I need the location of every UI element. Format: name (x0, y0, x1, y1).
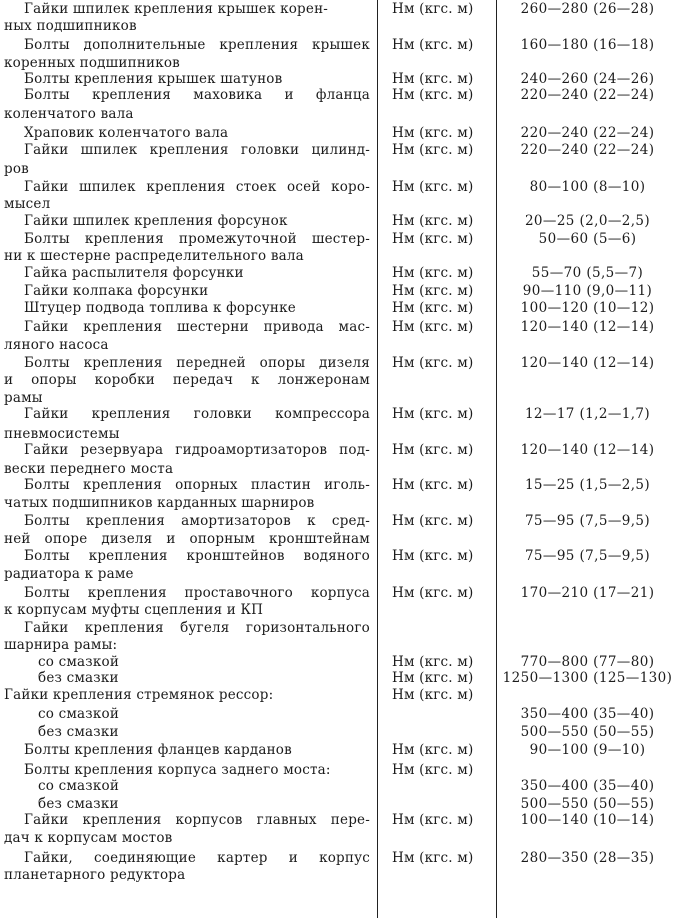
row-text: Гайки крепления корпусов главных пере- (24, 812, 370, 828)
row-value: 260—280 (26—28) (520, 1, 655, 17)
row-value: 220—240 (22—24) (520, 142, 655, 158)
row-value: 100—120 (10—12) (520, 300, 655, 316)
row-text: Болты крепления маховика и фланца (24, 87, 370, 103)
row-text: ляного насоса (4, 337, 109, 353)
row-value: 500—550 (50—55) (520, 724, 655, 740)
row-text: Гайки резервуара гидроамортизаторов под- (24, 442, 370, 458)
row-value: 100—140 (10—14) (520, 812, 655, 828)
row-text: ных подшипников (4, 18, 137, 34)
row-text: Храповик коленчатого вала (24, 125, 229, 141)
row-text: Болты крепления проставочного корпуса (24, 585, 370, 601)
row-unit: Нм (кгс. м) (392, 231, 474, 247)
row-text: без смазки (38, 670, 119, 686)
row-unit: Нм (кгс. м) (392, 762, 474, 778)
row-text: Болты крепления фланцев карданов (24, 742, 292, 758)
row-value: 500—550 (50—55) (520, 796, 655, 812)
row-value: 75—95 (7,5—9,5) (524, 548, 651, 564)
row-text: Гайки колпака форсунки (24, 283, 209, 299)
row-text: Болты крепления корпуса заднего моста: (24, 762, 331, 778)
row-value: 1250—1300 (125—130) (502, 670, 673, 686)
row-unit: Нм (кгс. м) (392, 1, 474, 17)
row-text: со смазкой (38, 654, 120, 670)
row-value: 120—140 (12—14) (520, 319, 655, 335)
row-text: Болты дополнительные крепления крышек (24, 37, 370, 53)
row-text: Штуцер подвода топлива к форсунке (24, 300, 296, 316)
row-unit: Нм (кгс. м) (392, 442, 474, 458)
row-text: к корпусам муфты сцепления и КП (4, 602, 264, 618)
row-text: без смазки (38, 796, 119, 812)
row-unit: Нм (кгс. м) (392, 142, 474, 158)
column-divider-left (377, 0, 378, 918)
row-text: коленчатого вала (4, 106, 134, 122)
row-unit: Нм (кгс. м) (392, 585, 474, 601)
row-text: пневмосистемы (4, 426, 120, 442)
row-text: со смазкой (38, 778, 120, 794)
row-unit: Нм (кгс. м) (392, 548, 474, 564)
row-unit: Нм (кгс. м) (392, 670, 474, 686)
row-text: Гайки шпилек крепления крышек корен- (24, 1, 329, 17)
row-unit: Нм (кгс. м) (392, 87, 474, 103)
row-text: рамы (4, 390, 43, 406)
row-text: Болты крепления опорных пластин иголь- (24, 477, 370, 493)
row-text: шарнира рамы: (4, 637, 118, 653)
row-text: радиатора к раме (4, 566, 134, 582)
row-text: планетарного редуктора (4, 867, 186, 883)
row-text: Гайки крепления бугеля горизонтального (24, 620, 370, 636)
row-text: мысел (4, 196, 51, 212)
row-value: 350—400 (35—40) (520, 778, 655, 794)
row-unit: Нм (кгс. м) (392, 37, 474, 53)
row-text: со смазкой (38, 706, 120, 722)
row-value: 15—25 (1,5—2,5) (524, 477, 651, 493)
column-divider-right (496, 0, 497, 918)
row-value: 120—140 (12—14) (520, 355, 655, 371)
row-unit: Нм (кгс. м) (392, 742, 474, 758)
row-text: Болты крепления промежуточной шестер- (24, 231, 370, 247)
row-text: без смазки (38, 724, 119, 740)
row-value: 240—260 (24—26) (520, 71, 655, 87)
row-text: Гайки шпилек крепления стоек осей коро- (24, 179, 370, 195)
row-value: 160—180 (16—18) (520, 37, 655, 53)
row-value: 90—100 (9—10) (529, 742, 646, 758)
row-value: 75—95 (7,5—9,5) (524, 513, 651, 529)
row-unit: Нм (кгс. м) (392, 319, 474, 335)
row-value: 280—350 (28—35) (520, 850, 655, 866)
row-value: 90—110 (9,0—11) (522, 283, 653, 299)
row-text: Гайки, соединяющие картер и корпус (24, 850, 370, 866)
row-text: дач к корпусам мостов (4, 830, 173, 846)
row-value: 770—800 (77—80) (520, 654, 655, 670)
row-unit: Нм (кгс. м) (392, 406, 474, 422)
row-text: Гайки крепления стремянок рессор: (4, 687, 274, 703)
row-unit: Нм (кгс. м) (392, 71, 474, 87)
row-unit: Нм (кгс. м) (392, 213, 474, 229)
row-unit: Нм (кгс. м) (392, 477, 474, 493)
row-text: ни к шестерне распределительного вала (4, 248, 304, 264)
row-unit: Нм (кгс. м) (392, 513, 474, 529)
row-unit: Нм (кгс. м) (392, 283, 474, 299)
row-unit: Нм (кгс. м) (392, 179, 474, 195)
row-text: и опоры коробки передач к лонжеронам (4, 372, 370, 388)
row-value: 170—210 (17—21) (520, 585, 655, 601)
row-unit: Нм (кгс. м) (392, 654, 474, 670)
row-unit: Нм (кгс. м) (392, 687, 474, 703)
row-value: 80—100 (8—10) (529, 179, 646, 195)
row-text: Гайки шпилек крепления форсунок (24, 213, 288, 229)
row-text: ров (4, 161, 29, 177)
row-text: Гайка распылителя форсунки (24, 265, 244, 281)
row-unit: Нм (кгс. м) (392, 812, 474, 828)
row-value: 55—70 (5,5—7) (531, 265, 644, 281)
row-value: 120—140 (12—14) (520, 442, 655, 458)
row-text: Гайки шпилек крепления головки цилинд- (24, 142, 370, 158)
row-value: 220—240 (22—24) (520, 87, 655, 103)
row-unit: Нм (кгс. м) (392, 355, 474, 371)
row-text: Болты крепления крышек шатунов (24, 71, 283, 87)
row-text: Болты крепления передней опоры дизеля (24, 355, 370, 371)
row-text: чатых подшипников карданных шарниров (4, 495, 315, 511)
row-text: коренных подшипников (4, 55, 180, 71)
row-unit: Нм (кгс. м) (392, 300, 474, 316)
row-value: 350—400 (35—40) (520, 706, 655, 722)
row-text: Гайки крепления головки компрессора (24, 406, 370, 422)
row-unit: Нм (кгс. м) (392, 125, 474, 141)
row-unit: Нм (кгс. м) (392, 265, 474, 281)
row-value: 12—17 (1,2—1,7) (524, 406, 651, 422)
row-text: Болты крепления амортизаторов к сред- (24, 513, 370, 529)
row-text: Гайки крепления шестерни привода мас- (24, 319, 370, 335)
row-value: 50—60 (5—6) (538, 231, 637, 247)
row-value: 220—240 (22—24) (520, 125, 655, 141)
row-unit: Нм (кгс. м) (392, 850, 474, 866)
row-text: вески переднего моста (4, 461, 174, 477)
row-value: 20—25 (2,0—2,5) (524, 213, 651, 229)
row-text: Болты крепления кронштейнов водяного (24, 548, 370, 564)
row-text: ней опоре дизеля и опорным кронштейнам (4, 531, 370, 547)
